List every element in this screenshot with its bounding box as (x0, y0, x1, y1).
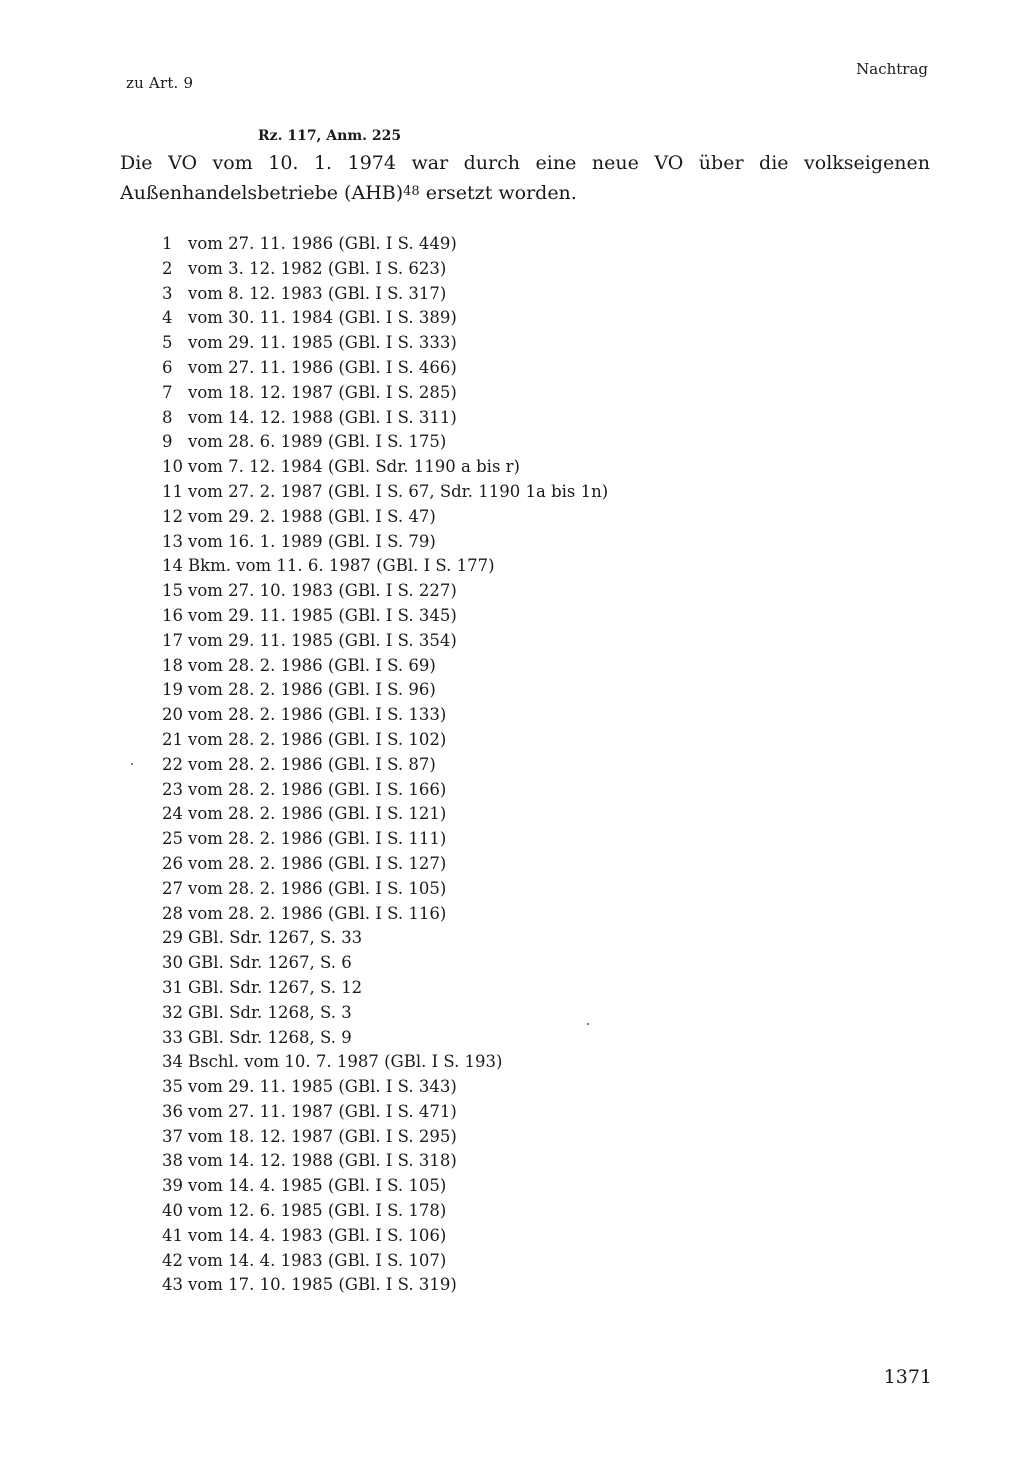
running-header-left: zu Art. 9 (126, 74, 194, 92)
list-item (162, 778, 608, 803)
note-number: 24 (162, 804, 183, 824)
note-number: 18 (162, 655, 183, 675)
note-number: 42 (162, 1250, 183, 1270)
list-item (162, 257, 608, 282)
list-item (162, 1174, 608, 1199)
list-item (162, 629, 608, 654)
list-item (162, 753, 608, 778)
note-number: 37 (162, 1126, 183, 1146)
note-text: vom 28. 2. 1986 (GBl. I S. 96) (188, 680, 436, 700)
list-item (162, 579, 608, 604)
note-number: 7 (162, 382, 173, 402)
note-number: 21 (162, 729, 183, 749)
note-text: GBl. Sdr. 1267, S. 33 (188, 928, 363, 948)
note-text: vom 17. 10. 1985 (GBl. I S. 319) (188, 1275, 457, 1295)
note-text: vom 28. 2. 1986 (GBl. I S. 69) (188, 655, 436, 675)
list-item (162, 1224, 608, 1249)
note-number: 34 (162, 1052, 183, 1072)
list-item (162, 232, 608, 257)
note-text: vom 14. 4. 1985 (GBl. I S. 105) (188, 1176, 447, 1196)
list-item (162, 505, 608, 530)
section-reference: Rz. 117, Anm. 225 (258, 128, 402, 144)
note-number: 32 (162, 1002, 183, 1022)
note-text: GBl. Sdr. 1267, S. 6 (188, 953, 352, 973)
list-item (162, 728, 608, 753)
note-number: 12 (162, 506, 183, 526)
note-text: vom 14. 4. 1983 (GBl. I S. 106) (188, 1225, 447, 1245)
list-item (162, 877, 608, 902)
note-text: vom 29. 2. 1988 (GBl. I S. 47) (188, 506, 436, 526)
note-number: 6 (162, 357, 173, 377)
list-item (162, 1199, 608, 1224)
note-text: vom 27. 11. 1986 (GBl. I S. 466) (188, 357, 457, 377)
list-item (162, 331, 608, 356)
note-text: vom 3. 12. 1982 (GBl. I S. 623) (188, 258, 447, 278)
footnote-marker: 48 (403, 184, 420, 199)
list-item (162, 1100, 608, 1125)
list-item (162, 827, 608, 852)
note-text: vom 29. 11. 1985 (GBl. I S. 345) (188, 605, 457, 625)
intro-text: Die VO vom 10. 1. 1974 war durch eine neue VO über die volkseigenen Außenhandelsbetriebe (AHB) (120, 152, 930, 204)
note-number: 33 (162, 1027, 183, 1047)
note-text: vom 28. 6. 1989 (GBl. I S. 175) (188, 432, 447, 452)
print-speck (131, 763, 133, 765)
note-number: 41 (162, 1225, 183, 1245)
note-number: 11 (162, 481, 183, 501)
note-number: 38 (162, 1151, 183, 1171)
note-number: 40 (162, 1201, 183, 1221)
list-item (162, 356, 608, 381)
list-item (162, 480, 608, 505)
note-number: 5 (162, 333, 173, 353)
note-number: 3 (162, 283, 173, 303)
list-item (162, 406, 608, 431)
intro-paragraph (120, 148, 930, 208)
note-number: 30 (162, 953, 183, 973)
note-number: 23 (162, 779, 183, 799)
list-item (162, 306, 608, 331)
note-number: 1 (162, 234, 173, 253)
note-text: vom 12. 6. 1985 (GBl. I S. 178) (188, 1201, 447, 1221)
list-item (162, 1075, 608, 1100)
note-number: 20 (162, 705, 183, 725)
note-text: GBl. Sdr. 1268, S. 3 (188, 1002, 352, 1022)
note-text: vom 29. 11. 1985 (GBl. I S. 333) (188, 333, 457, 353)
list-item (162, 1273, 608, 1298)
note-text: vom 28. 2. 1986 (GBl. I S. 87) (188, 754, 436, 774)
note-number: 10 (162, 457, 183, 477)
list-item (162, 1249, 608, 1274)
list-item (162, 902, 608, 927)
note-text: vom 30. 11. 1984 (GBl. I S. 389) (188, 308, 457, 328)
list-item (162, 530, 608, 555)
note-text: vom 27. 11. 1986 (GBl. I S. 449) (188, 234, 457, 253)
list-item (162, 1050, 608, 1075)
list-item (162, 1001, 608, 1026)
note-text: Bschl. vom 10. 7. 1987 (GBl. I S. 193) (188, 1052, 503, 1072)
note-number: 39 (162, 1176, 183, 1196)
note-text: vom 28. 2. 1986 (GBl. I S. 105) (188, 878, 447, 898)
note-text: vom 18. 12. 1987 (GBl. I S. 285) (188, 382, 457, 402)
note-number: 27 (162, 878, 183, 898)
note-text: vom 27. 11. 1987 (GBl. I S. 471) (188, 1101, 457, 1121)
note-number: 29 (162, 928, 183, 948)
note-number: 36 (162, 1101, 183, 1121)
list-item (162, 1149, 608, 1174)
note-text: vom 7. 12. 1984 (GBl. Sdr. 1190 a bis r) (188, 457, 520, 477)
note-text: GBl. Sdr. 1268, S. 9 (188, 1027, 352, 1047)
note-text: vom 29. 11. 1985 (GBl. I S. 343) (188, 1077, 457, 1097)
list-item (162, 802, 608, 827)
list-item (162, 282, 608, 307)
note-text: vom 16. 1. 1989 (GBl. I S. 79) (188, 531, 436, 551)
note-text: vom 28. 2. 1986 (GBl. I S. 102) (188, 729, 447, 749)
note-text: vom 28. 2. 1986 (GBl. I S. 116) (188, 903, 447, 923)
note-text: vom 28. 2. 1986 (GBl. I S. 127) (188, 853, 447, 873)
note-number: 9 (162, 432, 173, 452)
list-item (162, 554, 608, 579)
note-text: vom 8. 12. 1983 (GBl. I S. 317) (188, 283, 447, 303)
note-text: vom 14. 4. 1983 (GBl. I S. 107) (188, 1250, 447, 1270)
list-item (162, 604, 608, 629)
list-item (162, 951, 608, 976)
note-number: 17 (162, 630, 183, 650)
list-item (162, 976, 608, 1001)
note-text: Bkm. vom 11. 6. 1987 (GBl. I S. 177) (188, 556, 495, 576)
note-text: vom 28. 2. 1986 (GBl. I S. 111) (188, 829, 447, 849)
note-text: vom 18. 12. 1987 (GBl. I S. 295) (188, 1126, 457, 1146)
note-number: 26 (162, 853, 183, 873)
note-number: 4 (162, 308, 173, 328)
list-item (162, 430, 608, 455)
list-item (162, 703, 608, 728)
list-item (162, 654, 608, 679)
note-number: 31 (162, 977, 183, 997)
notes-list (162, 232, 608, 1298)
note-number: 28 (162, 903, 183, 923)
list-item (162, 926, 608, 951)
page-number: 1371 (883, 1366, 932, 1388)
list-item (162, 381, 608, 406)
note-number: 22 (162, 754, 183, 774)
running-header-right: Nachtrag (856, 60, 928, 78)
print-speck (587, 1023, 589, 1025)
note-text: vom 14. 12. 1988 (GBl. I S. 318) (188, 1151, 457, 1171)
list-item (162, 678, 608, 703)
list-item (162, 852, 608, 877)
note-text: vom 27. 10. 1983 (GBl. I S. 227) (188, 581, 457, 601)
note-number: 43 (162, 1275, 183, 1295)
note-text: GBl. Sdr. 1267, S. 12 (188, 977, 363, 997)
note-text: vom 29. 11. 1985 (GBl. I S. 354) (188, 630, 457, 650)
note-text: vom 14. 12. 1988 (GBl. I S. 311) (188, 407, 457, 427)
note-text: vom 27. 2. 1987 (GBl. I S. 67, Sdr. 1190 1a bis 1n) (188, 481, 609, 501)
note-text: vom 28. 2. 1986 (GBl. I S. 121) (188, 804, 447, 824)
note-text: vom 28. 2. 1986 (GBl. I S. 133) (188, 705, 447, 725)
note-number: 15 (162, 581, 183, 601)
list-item (162, 1026, 608, 1051)
note-number: 14 (162, 556, 183, 576)
note-text: vom 28. 2. 1986 (GBl. I S. 166) (188, 779, 447, 799)
note-number: 13 (162, 531, 183, 551)
list-item (162, 455, 608, 480)
note-number: 2 (162, 258, 173, 278)
note-number: 19 (162, 680, 183, 700)
intro-text-end: ersetzt worden. (419, 182, 577, 204)
note-number: 25 (162, 829, 183, 849)
note-number: 8 (162, 407, 173, 427)
list-item (162, 1125, 608, 1150)
note-number: 16 (162, 605, 183, 625)
note-number: 35 (162, 1077, 183, 1097)
